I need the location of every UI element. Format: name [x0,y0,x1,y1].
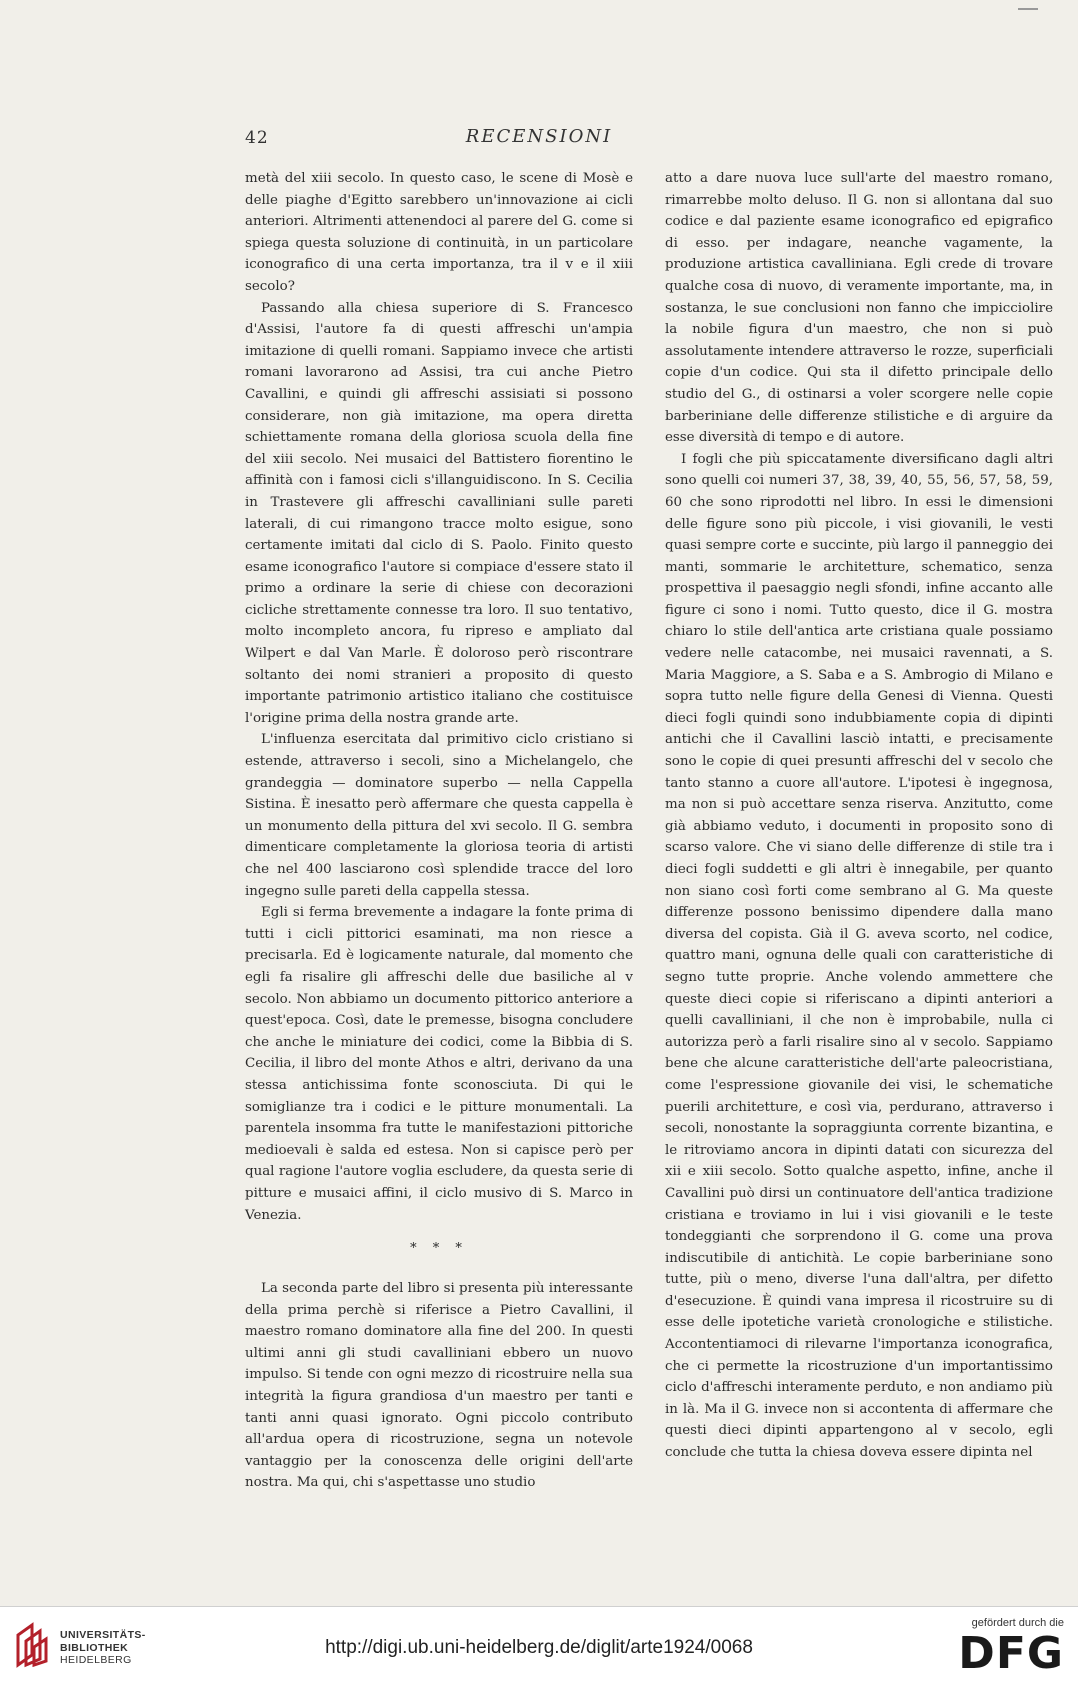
digitization-footer [0,1606,1078,1686]
funding-label: gefördert durch die [971,1617,1064,1629]
running-title: RECENSIONI [465,126,613,147]
left-paragraph-4: Egli si ferma brevemente a indagare la fonte prima di tutti i cicli pittorici esaminati, ma non riesce a precisarla. Ed è logicamente naturale, dal momento che egli fa risalire gli affreschi delle due basiliche al v secolo. Non abbiamo un documento pittorico anteriore a quest'epoca. Così, date le premesse, bisogna concludere che anche le miniature dei codici, come la Bibbia di S. Cecilia, il libro del monte Athos e altri, derivano da una stessa antichissima fonte sconosciuta. Di qui le somiglianze tra i codici e le pitture monumentali. La parentela insomma fra tutte le manifestazioni pittoriche medioevali è salda ed estesa. Non si capisce però per qual ragione l'autore voglia escludere, da questa serie di pitture e musaici affini, il ciclo musivo di S. Marco in Venezia. [245,905,633,1223]
left-column [245,168,633,1494]
section-separator: * * * [410,1241,468,1257]
right-column [665,168,1053,1464]
right-paragraph-1: atto a dare nuova luce sull'arte del maestro romano, rimarrebbe molto deluso. Il G. non si allontana dal suo codice e dal paziente esame iconografico ed epigrafico di esso. per indagare, neanche vagamente, la produzione artistica cavalliniana. Egli crede di trovare qualche cosa di nuovo, di veramente importante, ma, in sostanza, le sue conclusioni non fanno che impicciolire la nobile figura d'un maestro, che non si può assolutamente intendere attraverso le rozze, superficiali copie d'un codice. Qui sta il difetto principale dello studio del G., di ostinarsi a voler scorgere nelle copie barberiniane delle differenze stilistiche e di arguire da esse diversità di tempo e di autore. [665,171,1053,446]
source-url-link[interactable]: http://digi.ub.uni-heidelberg.de/diglit/arte1924/0068 [325,1637,753,1658]
library-name-line-2: BIBLIOTHEK [60,1641,129,1654]
funding-block [958,1617,1064,1677]
scan-edge-mark [1018,8,1038,10]
page-number: 42 [245,128,269,148]
dfg-logo: DFG [958,1628,1064,1679]
left-paragraph-5: La seconda parte del libro si presenta più interessante della prima perchè si riferisce a Pietro Cavallini, il maestro romano dominatore alla fine del 200. In questi ultimi anni gli studi cavalliniani ebbero un nuovo impulso. Si tende con ogni mezzo di ricostruire nella sua integrità la figura grandiosa d'un maestro per tanti e tanti anni quasi ignorato. Ogni piccolo contributo all'ardua opera di ricostruzione, segna un notevole vantaggio per la conoscenza delle origini dell'arte nostra. Ma qui, chi s'aspettasse uno studio [245,1281,633,1491]
left-paragraph-1: metà del xiii secolo. In questo caso, le scene di Mosè e delle piaghe d'Egitto sarebbero un'innovazione ai cicli anteriori. Altrimenti attenendoci al parere del G. come si spiega questa soluzione di continuità, in un particolare iconografico di una certa importanza, tra il v e il xiii secolo? [245,171,633,294]
left-paragraph-3: L'influenza esercitata dal primitivo ciclo cristiano si estende, attraverso i secoli, sino a Michelangelo, che grandeggia — dominatore superbo — nella Cappella Sistina. È inesatto però affermare che questa cappella è un monumento della pittura del xvi secolo. Il G. sembra dimenticare completamente la gloriosa teoria di artisti che nel 400 lasciarono così splendide tracce del loro ingegno sulle pareti della cappella stessa. [245,732,633,899]
library-name-line-1: UNIVERSITÄTS- [60,1629,146,1641]
right-paragraph-2: I fogli che più spiccatamente diversificano dagli altri sono quelli coi numeri 37, 38, 39, 40, 55, 56, 57, 58, 59, 60 che sono riprodotti nel libro. In essi le dimensioni delle figure sono più piccole, i visi giovanili, le vesti quasi sempre corte e succinte, più largo il panneggio dei manti, sommarie le architetture, schematico, senza prospettiva il paesaggio negli sfondi, infine accanto alle figure ci sono i nomi. Tutto questo, dice il G. mostra chiaro lo stile dell'antica arte cristiana quale possiamo vedere nelle catacombe, nei musaici ravennati, a S. Maria Maggiore, a S. Saba e a S. Ambrogio di Milano e sopra tutto nelle figure della Genesi di Vienna. Questi dieci fogli quindi sono indubbiamente copia di dipinti antichi che il Cavallini lasciò intatti, e precisamente sono le copie di quei presunti affreschi del v secolo che tanto stanno a cuore all'autore. L'ipotesi è ingegnosa, ma non si può accettare senza riserva. Anzitutto, come già abbiamo veduto, i documenti in proposito sono di scarso valore. Che vi siano delle differenze di stile tra i dieci fogli suddetti e gli altri è innegabile, per quanto non siano così forti come sembrano al G. Ma queste differenze possono benissimo dipendere dalla mano diversa del copista. Già il G. aveva scorto, nel codice, quattro mani, ognuna delle quali con caratteristiche di segno tutte proprie. Anche volendo ammettere che queste dieci copie si riferiscano a dipinti anteriori a quelli cavalliniani, il che non è improbabile, nulla ci autorizza però a farli risalire sino al v secolo. Sappiamo bene che alcune caratteristiche dell'arte paleocristiana, come l'espressione giovanile dei visi, le schematiche puerili architetture, e così via, perdurano, attraverso i secoli, nonostante la sopraggiunta corrente bizantina, e le ritroviamo ancora in dipinti datati con sicurezza del xii e xiii secolo. Sotto qualche aspetto, infine, anche il Cavallini può dirsi un continuatore dell'antica tradizione cristiana e troviamo in lui i visi giovanili e le teste tondeggianti che sorprendono il G. come una prova indiscutibile di antichità. Le copie barberiniane sono tutte, più o meno, diverse l'una dall'altra, per difetto d'esecuzione. È quindi vana impresa il ricostruire su di esse delle ipotetiche varietà cronologiche e stilistiche. Accontentiamoci di rilevarne l'importanza iconografica, che ci permette la ricostruzione d'un importantissimo ciclo d'affreschi interamente perduto, e non andiamo più in là. Ma il G. invece non si accontenta di affermare che questi dieci dipinti appartengono al v secolo, egli conclude che tutta la chiesa doveva essere dipinta nel [665,451,1053,1461]
library-name-line-3: HEIDELBERG [60,1654,132,1666]
left-paragraph-2: Passando alla chiesa superiore di S. Francesco d'Assisi, l'autore fa di questi affreschi un'ampia imitazione di quelli romani. Sappiamo invece che artisti romani lavorarono ad Assisi, tra cui anche Pietro Cavallini, e quindi gli affreschi assisiati si possono considerare, non già imitazione, ma opera diretta schiettamente romana della gloriosa scuola della fine del xiii secolo. Nei musaici del Battistero fiorentino le affinità con i famosi cicli s'illanguidiscono. In S. Cecilia in Trastevere gli affreschi cavalliniani sulle pareti laterali, di cui rimangono tracce molto esigue, sono certamente imitati dal ciclo di S. Paolo. Finito questo esame iconografico l'autore si compiace d'essere stato il primo a ordinare la serie di chiese con decorazioni cicliche strettamente connesse tra loro. Il suo tentativo, molto incompleto ancora, fu ripreso e ampliato dal Wilpert e dal Van Marle. È doloroso però riscontrare soltanto dei nomi stranieri a proposito di questo importante patrimonio artistico italiano che costituisce l'origine prima della nostra grande arte. [245,300,633,726]
